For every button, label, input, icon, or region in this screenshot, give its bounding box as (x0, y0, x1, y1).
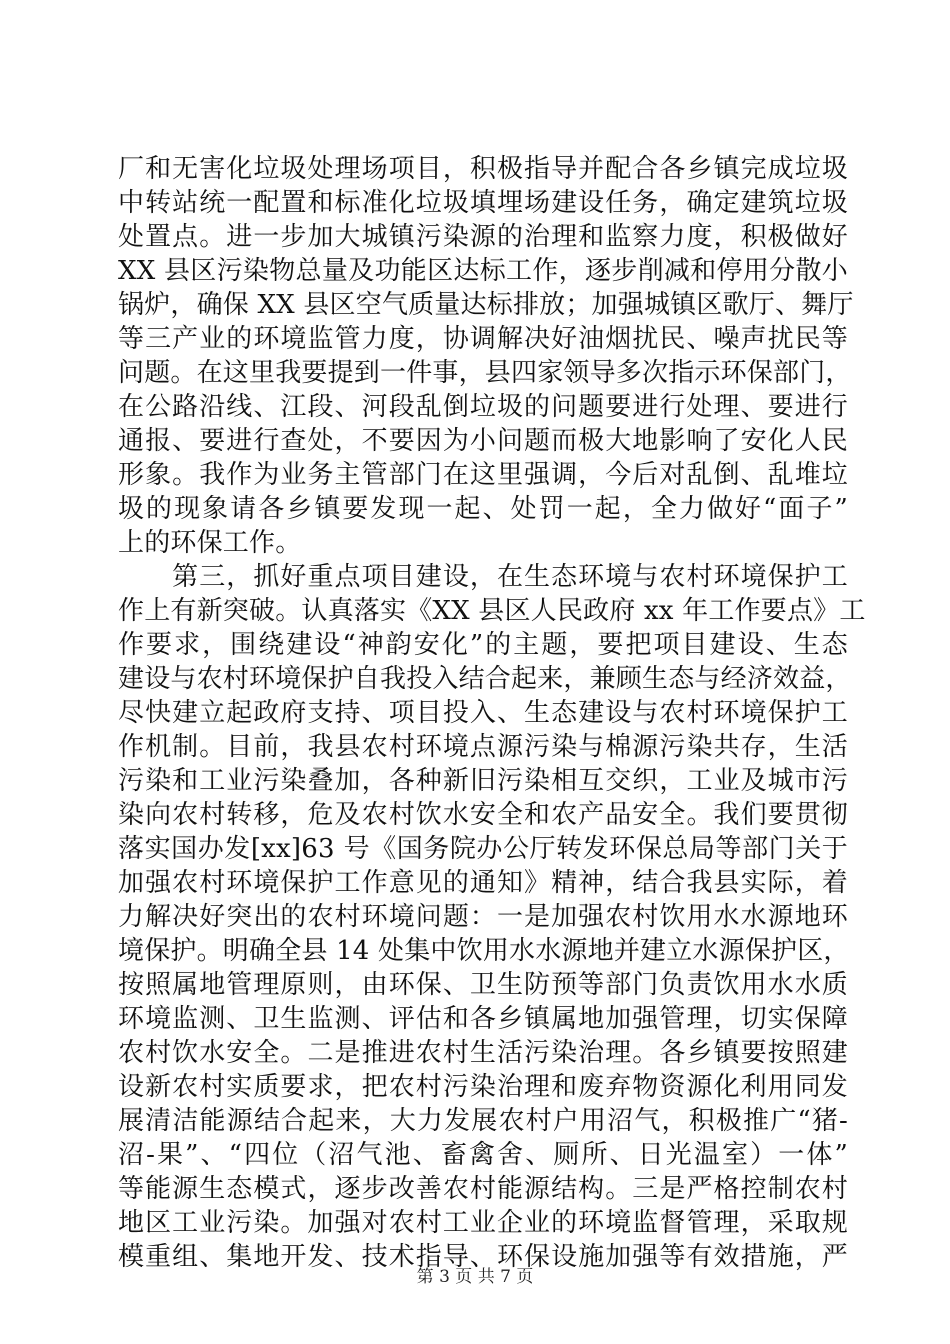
text-line: 上的环保工作。 (118, 528, 302, 558)
text-line: 作要求，围绕建设“神韵安化”的主题，要把项目建设、生态 (118, 630, 848, 660)
text-line: 通报、要进行查处，不要因为小问题而极大地影响了安化人民 (118, 426, 848, 456)
text-line: 问题。在这里我要提到一件事，县四家领导多次指示环保部门， (118, 358, 852, 388)
text-line: 圾的现象请各乡镇要发现一起、处罚一起，全力做好“面子” (118, 494, 848, 524)
text-line: 作机制。目前，我县农村环境点源污染与棉源污染共存，生活 (118, 732, 848, 762)
text-line: 中转站统一配置和标准化垃圾填埋场建设任务，确定建筑垃圾 (118, 188, 848, 218)
text-line: 作上有新突破。认真落实《XX 县区人民政府 xx 年工作要点》工 (118, 596, 866, 626)
text-line: 锅炉，确保 XX 县区空气质量达标排放；加强城镇区歌厅、舞厅 (118, 290, 854, 320)
text-line: 尽快建立起政府支持、项目投入、生态建设与农村环境保护工 (118, 698, 848, 728)
text-line: 等三产业的环境监管力度，协调解决好油烟扰民、噪声扰民等 (118, 324, 848, 354)
body-text (118, 152, 866, 1274)
text-line: 农村饮水安全。二是推进农村生活污染治理。各乡镇要按照建 (118, 1038, 848, 1068)
text-line: 等能源生态模式，逐步改善农村能源结构。三是严格控制农村 (118, 1174, 848, 1204)
text-line: XX 县区污染物总量及功能区达标工作，逐步削减和停用分散小 (118, 256, 848, 286)
text-line: 境保护。明确全县 14 处集中饮用水水源地并建立水源保护区， (118, 936, 850, 966)
text-line: 沼-果”、“四位（沼气池、畜禽舍、厕所、日光温室）一体” (118, 1140, 848, 1170)
text-line: 落实国办发[xx]63 号《国务院办公厅转发环保总局等部门关于 (118, 834, 848, 864)
text-line: 处置点。进一步加大城镇污染源的治理和监察力度，积极做好 (118, 222, 848, 252)
text-line: 建设与农村环境保护自我投入结合起来，兼顾生态与经济效益， (118, 664, 852, 694)
text-line: 污染和工业污染叠加，各种新旧污染相互交织，工业及城市污 (118, 766, 848, 796)
text-line: 力解决好突出的农村环境问题：一是加强农村饮用水水源地环 (118, 902, 848, 932)
page-footer: 第 3 页 共 7 页 (416, 1267, 534, 1287)
text-line: 加强农村环境保护工作意见的通知》精神，结合我县实际，着 (118, 868, 848, 898)
text-line: 形象。我作为业务主管部门在这里强调，今后对乱倒、乱堆垃 (118, 460, 848, 490)
text-line: 展清洁能源结合起来，大力发展农村户用沼气，积极推广“猪- (118, 1106, 848, 1136)
text-line: 环境监测、卫生监测、评估和各乡镇属地加强管理，切实保障 (118, 1004, 848, 1034)
text-line: 模重组、集地开发、技术指导、环保设施加强等有效措施，严 (118, 1242, 848, 1272)
text-line: 地区工业污染。加强对农村工业企业的环境监督管理，采取规 (118, 1208, 848, 1238)
text-line: 染向农村转移，危及农村饮水安全和农产品安全。我们要贯彻 (118, 800, 848, 830)
text-line: 厂和无害化垃圾处理场项目，积极指导并配合各乡镇完成垃圾 (118, 154, 848, 184)
text-line: 按照属地管理原则，由环保、卫生防预等部门负责饮用水水质 (118, 970, 848, 1000)
text-line: 设新农村实质要求，把农村污染治理和废弃物资源化利用同发 (118, 1072, 848, 1102)
text-line: 第三，抓好重点项目建设，在生态环境与农村环境保护工 (118, 562, 848, 592)
text-line: 在公路沿线、江段、河段乱倒垃圾的问题要进行处理、要进行 (118, 392, 848, 422)
